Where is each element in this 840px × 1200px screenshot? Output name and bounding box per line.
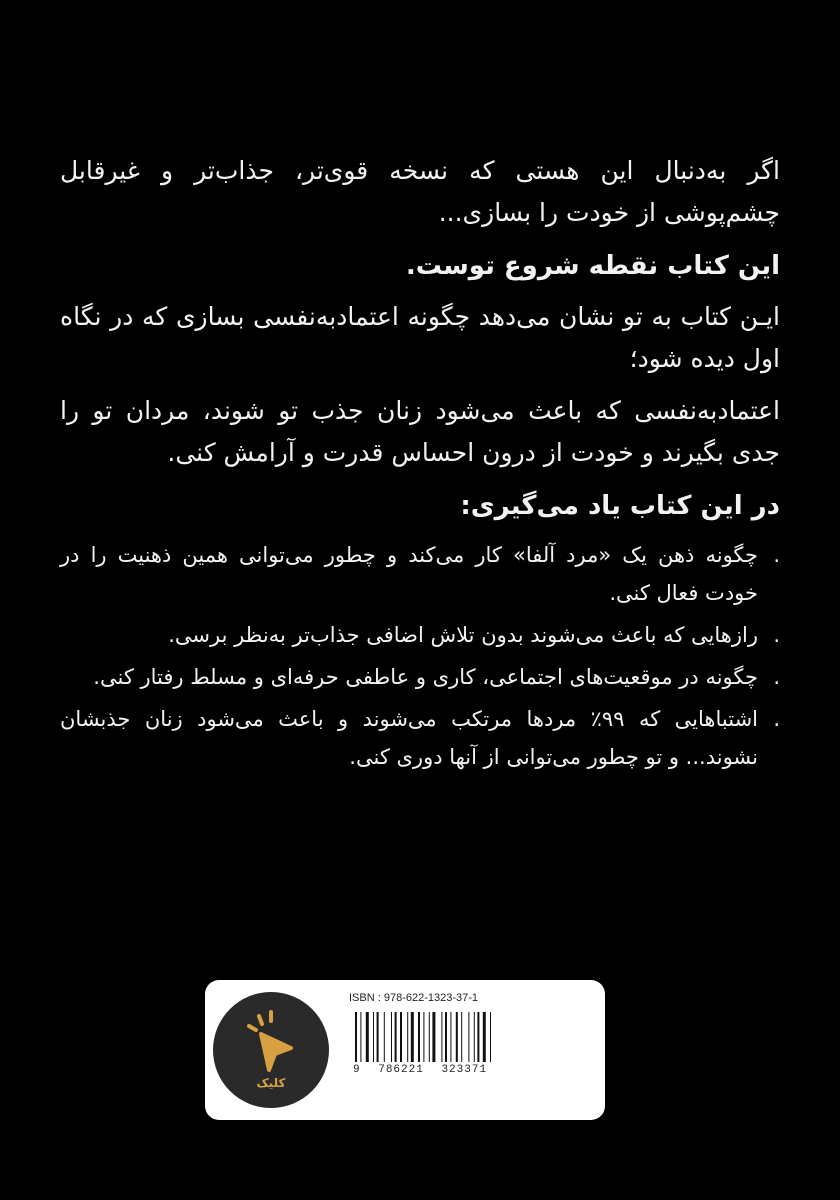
bullet-dot: . bbox=[773, 623, 780, 647]
bullet-dot: . bbox=[773, 665, 780, 689]
play-icon bbox=[213, 992, 329, 1108]
publisher-logo bbox=[213, 992, 329, 1108]
bullet-dot: . bbox=[773, 543, 780, 567]
bullet-3 bbox=[60, 658, 780, 696]
bullet-dot: . bbox=[773, 707, 780, 731]
bullet-text: چگونه ذهن یک «مرد آلفا» کار می‌کند و چطور می‌توانی همین ذهنیت را در خودت فعال کنی. bbox=[60, 543, 758, 605]
barcode-digit-right: 323371 bbox=[441, 1064, 488, 1076]
paragraph-1: ایـن کتاب به تو نشان می‌دهد چگونه اعتمادبه‌نفسی بسازی که در نگاه اول دیده شود؛ bbox=[60, 302, 780, 373]
blurb bbox=[60, 150, 780, 780]
publisher-barcode-panel bbox=[205, 980, 605, 1120]
intro-text: اگر به‌دنبال این هستی که نسخه قوی‌تر، جذاب‌تر و غیرقابل چشم‌پوشی از خودت را بسازی... bbox=[60, 156, 780, 227]
bullet-text: رازهایی که باعث می‌شوند بدون تلاش اضافی جذاب‌تر به‌نظر برسی. bbox=[168, 623, 758, 647]
paragraph-2: اعتمادبه‌نفسی که باعث می‌شود زنان جذب تو شوند، مردان تو را جدی بگیرند و خودت از درون احساس قدرت و آرامش کنی. bbox=[60, 396, 780, 467]
start-line: این کتاب نقطه شروع توست. bbox=[405, 251, 780, 281]
barcode-digits bbox=[353, 1064, 497, 1076]
barcode-digit-mid: 786221 bbox=[378, 1064, 424, 1076]
barcode-digit-left: 9 bbox=[353, 1064, 361, 1076]
learn-heading: در این کتاب یاد می‌گیری: bbox=[460, 491, 780, 521]
bullet-2 bbox=[60, 616, 780, 654]
barcode bbox=[355, 1012, 525, 1062]
publisher-name: کلیک bbox=[256, 1076, 286, 1090]
bullet-text: چگونه در موقعیت‌های اجتماعی، کاری و عاطفی حرفه‌ای و مسلط رفتار کنی. bbox=[93, 665, 758, 689]
bullet-1 bbox=[60, 536, 780, 612]
bullet-text: اشتباهایی که ۹۹٪ مردها مرتکب می‌شوند و باعث می‌شود زنان جذبشان نشوند... و تو چطور می‌توانی از آنها دوری کنی. bbox=[60, 707, 758, 769]
isbn-number: ISBN : 978-622-1323-37-1 bbox=[349, 992, 479, 1004]
bullet-4 bbox=[60, 700, 780, 776]
